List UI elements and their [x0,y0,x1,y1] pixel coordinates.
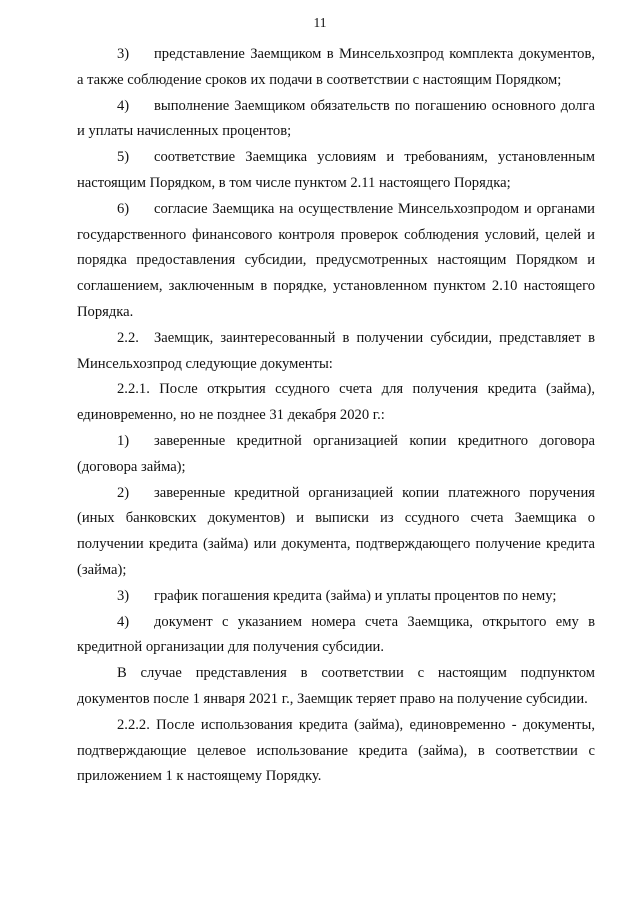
paragraph-text: согласие Заемщика на осуществление Минсельхозпродом и органами государственного финансового контроля проверок соблюдения условий, целей и порядка предоставления субсидии, предусмотренных настоящим Порядком и соглашением, заключенным в порядке, установленном пунктом 2.10 настоящего Порядка. [77,200,595,320]
subsection-2-2-2 [77,713,595,790]
paragraph-text: В случае представления в соответствии с настоящим подпунктом документов после 1 января 2021 г., Заемщик теряет право на получение субсидии. [77,665,595,707]
document-item-2 [77,481,595,584]
paragraph-number: 4) [117,613,130,630]
paragraph-number: 3) [117,587,130,604]
paragraph-number: 2.2. [117,329,139,346]
document-item-4 [77,610,595,662]
paragraph-text: представление Заемщиком в Минсельхозпрод комплекта документов, а также соблюдение сроков их подачи в соответствии с настоящим Порядком; [77,46,595,88]
paragraph-text: заверенные кредитной организацией копии кредитного договора (договора займа); [77,432,595,475]
paragraph-item-4 [77,94,595,146]
document-item-1 [77,429,595,481]
paragraph-text: 2.2.2. После использования кредита (займа), единовременно - документы, подтверждающие целевое использование кредита (займа), в соответствии с приложением 1 к настоящему Порядку. [77,716,595,785]
late-submission-note [77,661,595,713]
section-2-2 [77,326,595,378]
paragraph-text: соответствие Заемщика условиям и требованиям, установленным настоящим Порядком, в том числе пунктом 2.11 настоящего Порядка; [77,149,595,191]
paragraph-item-6 [77,197,595,326]
subsection-2-2-1 [77,377,595,429]
paragraph-number: 4) [117,97,130,114]
paragraph-number: 6) [117,200,130,217]
paragraph-text: график погашения кредита (займа) и уплаты процентов по нему; [154,587,557,604]
paragraph-item-5 [77,145,595,197]
paragraph-number: 2) [117,484,130,501]
paragraph-number: 1) [117,432,130,449]
paragraph-text: документ с указанием номера счета Заемщика, открытого ему в кредитной организации для получения субсидии. [77,613,595,656]
document-body [77,42,595,790]
paragraph-number: 3) [117,46,130,62]
paragraph-item-3 [77,42,595,94]
paragraph-text: Заемщик, заинтересованный в получении субсидии, представляет в Минсельхозпрод следующие документы: [77,329,595,372]
paragraph-text: 2.2.1. После открытия ссудного счета для получения кредита (займа), единовременно, но не позднее 31 декабря 2020 г.: [77,381,595,424]
page-number: 11 [313,15,327,30]
document-item-3 [77,584,595,610]
paragraph-text: заверенные кредитной организацией копии платежного поручения (иных банковских документов) и выписки из ссудного счета Заемщика о получении кредита (займа) или документа, подтверждающего получение кредита (займа); [77,484,595,578]
paragraph-number: 5) [117,149,130,166]
paragraph-text: выполнение Заемщиком обязательств по погашению основного долга и уплаты начисленных процентов; [77,97,595,140]
